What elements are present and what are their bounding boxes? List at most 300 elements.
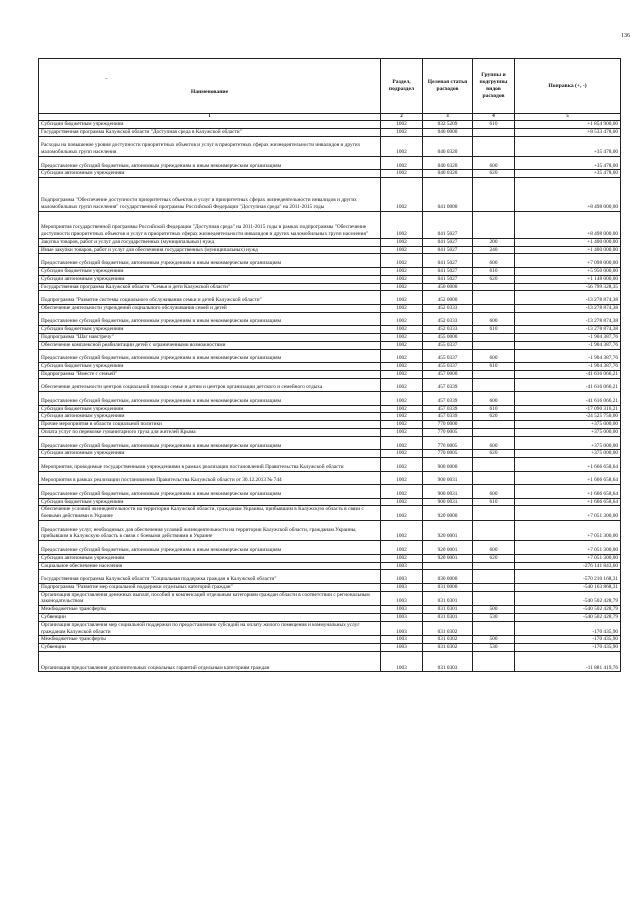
row-section: 1002 <box>381 238 423 246</box>
row-amount: +35 478,00 <box>515 170 621 178</box>
row-name: Предоставление субсидий бюджетным, автономным учреждениям и иным некоммерческим организациям <box>39 541 381 555</box>
row-section: 1002 <box>381 521 423 541</box>
row-amount: -41 616 066,21 <box>515 370 621 378</box>
row-amount: +7 051 300,00 <box>515 554 621 562</box>
row-name: Мероприятия в рамках реализации постановления Правительства Калужской области от 30.12.2013 № 744 <box>39 471 381 485</box>
header-name <box>39 59 381 114</box>
row-section: 1003 <box>381 570 423 584</box>
row-name: Субсидии бюджетным учреждениям <box>39 326 381 334</box>
row-target: 900 0031 <box>423 485 473 499</box>
table-body <box>39 121 621 672</box>
row-group <box>473 521 515 541</box>
row-target: 031 0000 <box>423 583 473 591</box>
row-section: 1002 <box>381 554 423 562</box>
row-target: 031 0301 <box>423 591 473 606</box>
row-amount: +1 666 658,64 <box>515 498 621 506</box>
row-group: 530 <box>473 614 515 622</box>
row-amount: -24 525 750,00 <box>515 413 621 421</box>
row-target: 041 5027 <box>423 211 473 238</box>
row-name: Субсидии бюджетным учреждениям <box>39 363 381 371</box>
table-row <box>39 136 621 156</box>
row-section: 1002 <box>381 136 423 156</box>
row-target: 041 5027 <box>423 238 473 246</box>
row-section: 1002 <box>381 471 423 485</box>
row-group <box>473 621 515 636</box>
row-group: 610 <box>473 267 515 275</box>
row-group: 600 <box>473 349 515 363</box>
row-amount: -13 278 874,38 <box>515 304 621 312</box>
row-section: 1002 <box>381 211 423 238</box>
row-amount: -540 502 428,79 <box>515 606 621 614</box>
row-section: 1002 <box>381 326 423 334</box>
row-amount: -11 881 419,76 <box>515 652 621 672</box>
row-group <box>473 136 515 156</box>
row-group <box>473 421 515 429</box>
row-group <box>473 506 515 521</box>
table-row <box>39 562 621 570</box>
row-amount: +1 666 658,64 <box>515 471 621 485</box>
row-section: 1002 <box>381 436 423 450</box>
table-row <box>39 178 621 212</box>
table-row <box>39 521 621 541</box>
row-group: 600 <box>473 541 515 555</box>
row-amount: -13 278 874,38 <box>515 312 621 326</box>
table-row <box>39 378 621 392</box>
row-section: 1002 <box>381 429 423 437</box>
row-group: 600 <box>473 485 515 499</box>
table-row <box>39 541 621 555</box>
row-amount: +375 000,00 <box>515 450 621 458</box>
row-target: 452 0333 <box>423 326 473 334</box>
row-name: Предоставление услуг, необходимых для обеспечения условий жизнедеятельности на территории Калужской области, гражданам Украины, прибывшим в Калужскую область в связи с боевыми действиями в Украине <box>39 521 381 541</box>
row-amount: -540 502 428,79 <box>515 591 621 606</box>
row-section: 1002 <box>381 405 423 413</box>
header-num-3: 3 <box>423 114 473 121</box>
row-target: 031 0303 <box>423 652 473 672</box>
row-section: 1002 <box>381 312 423 326</box>
row-section: 1003 <box>381 583 423 591</box>
row-section: 1002 <box>381 341 423 349</box>
table-row <box>39 283 621 291</box>
row-group <box>473 333 515 341</box>
table-row <box>39 450 621 458</box>
row-amount: -13 278 874,38 <box>515 291 621 305</box>
table-row <box>39 267 621 275</box>
row-name: Обеспечение условий жизнедеятельности на территории Калужской области, гражданам Украины, прибывшим в Калужскую область в связи с боевыми действиями в Украине <box>39 506 381 521</box>
header-num-5: 5 <box>515 114 621 121</box>
row-group <box>473 429 515 437</box>
row-group <box>473 291 515 305</box>
row-name: Субсидии автономным учреждениям <box>39 275 381 283</box>
table-row <box>39 211 621 238</box>
row-section: 1002 <box>381 498 423 506</box>
table-row <box>39 254 621 268</box>
row-section: 1002 <box>381 304 423 312</box>
row-target: 920 0001 <box>423 541 473 555</box>
row-section: 1002 <box>381 121 423 129</box>
row-name: Государственная программа Калужской области "Социальная поддержка граждан в Калужской области" <box>39 570 381 584</box>
row-group: 500 <box>473 606 515 614</box>
row-target: 455 0337 <box>423 341 473 349</box>
row-amount: +7 051 300,00 <box>515 541 621 555</box>
row-target: 040 0320 <box>423 156 473 170</box>
table-row <box>39 570 621 584</box>
row-name: Предоставление субсидий бюджетным, автономным учреждениям и иным некоммерческим организациям <box>39 254 381 268</box>
row-name: Подпрограмма "Обеспечение доступности приоритетных объектов и услуг в приоритетных сферах жизнедеятельности инвалидов и других маломобильных групп населения" государственной программы Российской Федерации "Доступная среда" на 2011-2015 годы <box>39 178 381 212</box>
table-row <box>39 405 621 413</box>
table-row <box>39 554 621 562</box>
row-target: 041 5027 <box>423 254 473 268</box>
row-section: 1002 <box>381 378 423 392</box>
row-target: 041 5027 <box>423 246 473 254</box>
row-name: Обеспечение деятельности центров социальной помощи семье и детям и центров организации детского и семейного отдыха <box>39 378 381 392</box>
row-group: 240 <box>473 246 515 254</box>
row-target: 040 0320 <box>423 136 473 156</box>
row-name: Межбюджетные трансферты <box>39 606 381 614</box>
row-amount: +1 148 000,00 <box>515 275 621 283</box>
table-row <box>39 421 621 429</box>
table-row <box>39 621 621 636</box>
page-number: 136 <box>621 33 630 39</box>
row-name: Предоставление субсидий бюджетным, автономным учреждениям и иным некоммерческим организациям <box>39 349 381 363</box>
row-target: 900 0000 <box>423 458 473 472</box>
row-group: 600 <box>473 254 515 268</box>
row-name: Субсидии бюджетным учреждениям <box>39 121 381 129</box>
row-section: 1003 <box>381 644 423 652</box>
row-amount: -276 141 843,60 <box>515 562 621 570</box>
table-row <box>39 326 621 334</box>
row-group <box>473 341 515 349</box>
row-amount: -170 435,90 <box>515 644 621 652</box>
row-group: 530 <box>473 644 515 652</box>
row-group <box>473 178 515 212</box>
row-section: 1002 <box>381 506 423 521</box>
row-name: Социальное обеспечение населения <box>39 562 381 570</box>
table-row <box>39 636 621 644</box>
row-name: Субсидии автономным учреждениям <box>39 554 381 562</box>
row-name: Оплата услуг по перевозке гуманитарного груза для жителей Крыма <box>39 429 381 437</box>
table-row <box>39 291 621 305</box>
row-name: Государственная программа Калужской области "Семья и дети Калужской области" <box>39 283 381 291</box>
row-name: Межбюджетные трансферты <box>39 636 381 644</box>
row-group: 610 <box>473 498 515 506</box>
row-amount: +8 498 000,00 <box>515 178 621 212</box>
row-name: Подпрограмма "Развитие системы социального обслуживания семьи и детей Калужской области" <box>39 291 381 305</box>
row-group: 610 <box>473 121 515 129</box>
row-name: Государственная программа Калужской области "Доступная среда в Калужской области" <box>39 128 381 136</box>
table-row <box>39 156 621 170</box>
row-group <box>473 283 515 291</box>
table-row <box>39 363 621 371</box>
table-row <box>39 485 621 499</box>
row-name: Субсидии автономным учреждениям <box>39 170 381 178</box>
row-section: 1002 <box>381 254 423 268</box>
row-amount: +35 478,00 <box>515 136 621 156</box>
row-name: Подпрограмма "Развитие мер социальной поддержки отдельных категорий граждан" <box>39 583 381 591</box>
table-row <box>39 341 621 349</box>
row-amount: -570 210 168,31 <box>515 570 621 584</box>
table-row <box>39 471 621 485</box>
header-amendment: Поправка (+, -) <box>515 59 621 114</box>
table-row <box>39 370 621 378</box>
row-group <box>473 128 515 136</box>
budget-amendments-table <box>38 58 621 672</box>
row-group <box>473 370 515 378</box>
row-target: 900 0031 <box>423 471 473 485</box>
row-amount: -1 904 387,76 <box>515 349 621 363</box>
row-section: 1002 <box>381 178 423 212</box>
row-target: 457 0000 <box>423 370 473 378</box>
row-name: Мероприятия государственной программы Российской Федерации "Доступная среда" на 2011-2015 годы в рамках подпрограммы "Обеспечение доступности приоритетных объектов и услуг в приоритетных сферах жизнедеятельности инвалидов и других маломобильных групп населения" <box>39 211 381 238</box>
row-target: 031 0302 <box>423 621 473 636</box>
row-section: 1002 <box>381 450 423 458</box>
row-amount: -170 435,90 <box>515 636 621 644</box>
table-row <box>39 121 621 129</box>
table-row <box>39 583 621 591</box>
row-target: 920 0000 <box>423 506 473 521</box>
row-name: Мероприятия, проводимые государственными учреждениями в рамках реализации постановлений Правительства Калужской области <box>39 458 381 472</box>
header-name-label: Наименование <box>190 89 229 95</box>
row-section: 1003 <box>381 636 423 644</box>
row-target: 770 0005 <box>423 436 473 450</box>
row-group: 620 <box>473 413 515 421</box>
row-target: 920 0001 <box>423 521 473 541</box>
row-section: 1002 <box>381 283 423 291</box>
table-row <box>39 606 621 614</box>
row-group: 620 <box>473 450 515 458</box>
table-row <box>39 498 621 506</box>
row-amount: +35 478,00 <box>515 156 621 170</box>
row-name: Предоставление субсидий бюджетным, автономным учреждениям и иным некоммерческим организациям <box>39 436 381 450</box>
table-row <box>39 238 621 246</box>
header-num-4: 4 <box>473 114 515 121</box>
table-row <box>39 246 621 254</box>
row-section: 1002 <box>381 333 423 341</box>
row-section: 1002 <box>381 128 423 136</box>
row-amount: +375 000,00 <box>515 429 621 437</box>
row-target: 770 0005 <box>423 429 473 437</box>
row-amount: -56 799 328,35 <box>515 283 621 291</box>
row-section: 1002 <box>381 458 423 472</box>
row-target: 450 0000 <box>423 283 473 291</box>
row-section: 1002 <box>381 267 423 275</box>
row-target: 455 0337 <box>423 363 473 371</box>
row-group <box>473 304 515 312</box>
row-amount: +8 533 478,00 <box>515 128 621 136</box>
row-name: Расходы на повышение уровня доступности приоритетных объектов и услуг в приоритетных сферах жизнедеятельности инвалидов и других маломобильных групп населения <box>39 136 381 156</box>
row-target: 457 0339 <box>423 392 473 406</box>
row-group <box>473 378 515 392</box>
row-name: Иные закупки товаров, работ и услуг для обеспечения государственных (муниципальных) нужд <box>39 246 381 254</box>
row-group: 200 <box>473 238 515 246</box>
row-target: 040 0000 <box>423 128 473 136</box>
row-amount: +7 098 000,00 <box>515 254 621 268</box>
row-group: 620 <box>473 170 515 178</box>
row-group <box>473 570 515 584</box>
table-row <box>39 458 621 472</box>
row-amount: +375 000,00 <box>515 421 621 429</box>
row-amount: +5 950 000,00 <box>515 267 621 275</box>
row-name: Предоставление субсидий бюджетным, автономным учреждениям и иным некоммерческим организациям <box>39 485 381 499</box>
row-section: 1003 <box>381 591 423 606</box>
table-row <box>39 429 621 437</box>
row-target: 032 5209 <box>423 121 473 129</box>
row-target: 900 0031 <box>423 498 473 506</box>
row-name: Организация предоставления дополнительных социальных гарантий отдельным категориям граждан <box>39 652 381 672</box>
header-num-1: 1 <box>39 114 381 121</box>
row-section: 1002 <box>381 349 423 363</box>
row-name: Субсидии автономным учреждениям <box>39 450 381 458</box>
row-section: 1002 <box>381 485 423 499</box>
row-amount: +375 000,00 <box>515 436 621 450</box>
row-name: Закупка товаров, работ и услуг для государственных (муниципальных) нужд <box>39 238 381 246</box>
row-section: 1003 <box>381 652 423 672</box>
row-amount: -17 090 316,21 <box>515 405 621 413</box>
table-row <box>39 349 621 363</box>
row-group <box>473 652 515 672</box>
row-section: 1002 <box>381 246 423 254</box>
row-name: Подпрограмма "Шаг навстречу" <box>39 333 381 341</box>
row-group: 620 <box>473 275 515 283</box>
row-name: Организация предоставления денежных выплат, пособий и компенсаций отдельным категориям граждан области в соответствии с региональным законодательством <box>39 591 381 606</box>
row-section: 1002 <box>381 156 423 170</box>
row-target: 452 0000 <box>423 291 473 305</box>
table-row <box>39 392 621 406</box>
row-target: 031 0301 <box>423 614 473 622</box>
table-row <box>39 506 621 521</box>
table-row <box>39 128 621 136</box>
row-target <box>423 562 473 570</box>
row-name: Предоставление субсидий бюджетным, автономным учреждениям и иным некоммерческим организациям <box>39 312 381 326</box>
table-row <box>39 304 621 312</box>
row-target: 452 0333 <box>423 304 473 312</box>
row-target: 041 5027 <box>423 267 473 275</box>
row-group <box>473 211 515 238</box>
row-amount: -1 904 387,76 <box>515 341 621 349</box>
table-row <box>39 644 621 652</box>
row-target: 457 0339 <box>423 413 473 421</box>
row-group: 610 <box>473 363 515 371</box>
row-target: 041 5027 <box>423 275 473 283</box>
row-amount: -540 163 868,31 <box>515 583 621 591</box>
row-name: Субсидии бюджетным учреждениям <box>39 267 381 275</box>
row-amount: +1 666 658,64 <box>515 485 621 499</box>
header-dash: – <box>105 76 108 82</box>
row-name: Субсидии бюджетным учреждениям <box>39 498 381 506</box>
row-target: 031 0302 <box>423 644 473 652</box>
row-target: 457 0339 <box>423 378 473 392</box>
row-group: 610 <box>473 326 515 334</box>
row-target: 031 0302 <box>423 636 473 644</box>
row-amount: +7 051 300,00 <box>515 521 621 541</box>
table-row <box>39 591 621 606</box>
table-row <box>39 312 621 326</box>
row-name: Субсидии бюджетным учреждениям <box>39 405 381 413</box>
row-amount: +7 051 300,00 <box>515 506 621 521</box>
row-target: 452 0333 <box>423 312 473 326</box>
row-amount: -170 435,90 <box>515 621 621 636</box>
row-section: 1002 <box>381 541 423 555</box>
row-amount: -41 616 066,21 <box>515 378 621 392</box>
table-row <box>39 436 621 450</box>
row-target: 030 0000 <box>423 570 473 584</box>
row-name: Субвенции <box>39 614 381 622</box>
table-row <box>39 614 621 622</box>
row-section: 1003 <box>381 606 423 614</box>
row-section: 1002 <box>381 275 423 283</box>
row-group <box>473 471 515 485</box>
row-amount: -540 502 428,79 <box>515 614 621 622</box>
row-target: 041 0000 <box>423 178 473 212</box>
row-group <box>473 583 515 591</box>
row-target: 457 0339 <box>423 405 473 413</box>
row-section: 1002 <box>381 291 423 305</box>
row-group <box>473 591 515 606</box>
row-amount: -13 278 874,38 <box>515 326 621 334</box>
row-amount: -41 616 066,21 <box>515 392 621 406</box>
row-group: 500 <box>473 636 515 644</box>
row-target: 455 0337 <box>423 349 473 363</box>
row-section: 1003 <box>381 621 423 636</box>
table-row <box>39 170 621 178</box>
row-name: Предоставление субсидий бюджетным, автономным учреждениям и иным некоммерческим организациям <box>39 156 381 170</box>
row-name: Прочие мероприятия в области социальной политики <box>39 421 381 429</box>
row-amount: +1 854 900,00 <box>515 121 621 129</box>
row-amount: -1 904 387,76 <box>515 333 621 341</box>
row-target: 040 0320 <box>423 170 473 178</box>
header-section: Раздел, подраздел <box>381 59 423 114</box>
row-name: Организация предоставления мер социальной поддержки по предоставлению субсидий на оплату жилого помещения и коммунальных услуг гражданам Калужской области <box>39 621 381 636</box>
row-group: 600 <box>473 436 515 450</box>
row-section: 1002 <box>381 392 423 406</box>
row-section: 1002 <box>381 370 423 378</box>
row-group <box>473 458 515 472</box>
row-section: 1002 <box>381 413 423 421</box>
row-amount: -1 904 387,76 <box>515 363 621 371</box>
table-row <box>39 333 621 341</box>
row-group: 600 <box>473 392 515 406</box>
row-name: Подпрограмма "Вместе с семьей" <box>39 370 381 378</box>
row-section: 1002 <box>381 363 423 371</box>
row-amount: +1 666 658,64 <box>515 458 621 472</box>
table-row <box>39 652 621 672</box>
row-target: 920 0001 <box>423 554 473 562</box>
header-target: Целевая статья расходов <box>423 59 473 114</box>
row-name: Субсидии автономным учреждениям <box>39 413 381 421</box>
row-group <box>473 562 515 570</box>
row-group: 610 <box>473 405 515 413</box>
row-name: Обеспечение деятельности учреждений социального обслуживания семей и детей <box>39 304 381 312</box>
row-group: 600 <box>473 156 515 170</box>
row-section: 1003 <box>381 614 423 622</box>
row-group: 600 <box>473 312 515 326</box>
row-name: Субвенции <box>39 644 381 652</box>
header-num-2: 2 <box>381 114 423 121</box>
row-amount: +8 498 000,00 <box>515 211 621 238</box>
row-section: 1003 <box>381 562 423 570</box>
row-amount: +1 400 000,00 <box>515 238 621 246</box>
row-target: 031 0301 <box>423 606 473 614</box>
row-group: 620 <box>473 554 515 562</box>
table-row <box>39 413 621 421</box>
row-amount: +1 400 000,00 <box>515 246 621 254</box>
row-name: Обеспечение комплексной реабилитации детей с ограниченными возможностями <box>39 341 381 349</box>
row-name: Предоставление субсидий бюджетным, автономным учреждениям и иным некоммерческим организациям <box>39 392 381 406</box>
row-target: 770 0005 <box>423 450 473 458</box>
row-section: 1002 <box>381 421 423 429</box>
row-target: 770 0000 <box>423 421 473 429</box>
header-groups: Группы и подгруппы видов расходов <box>473 59 515 114</box>
